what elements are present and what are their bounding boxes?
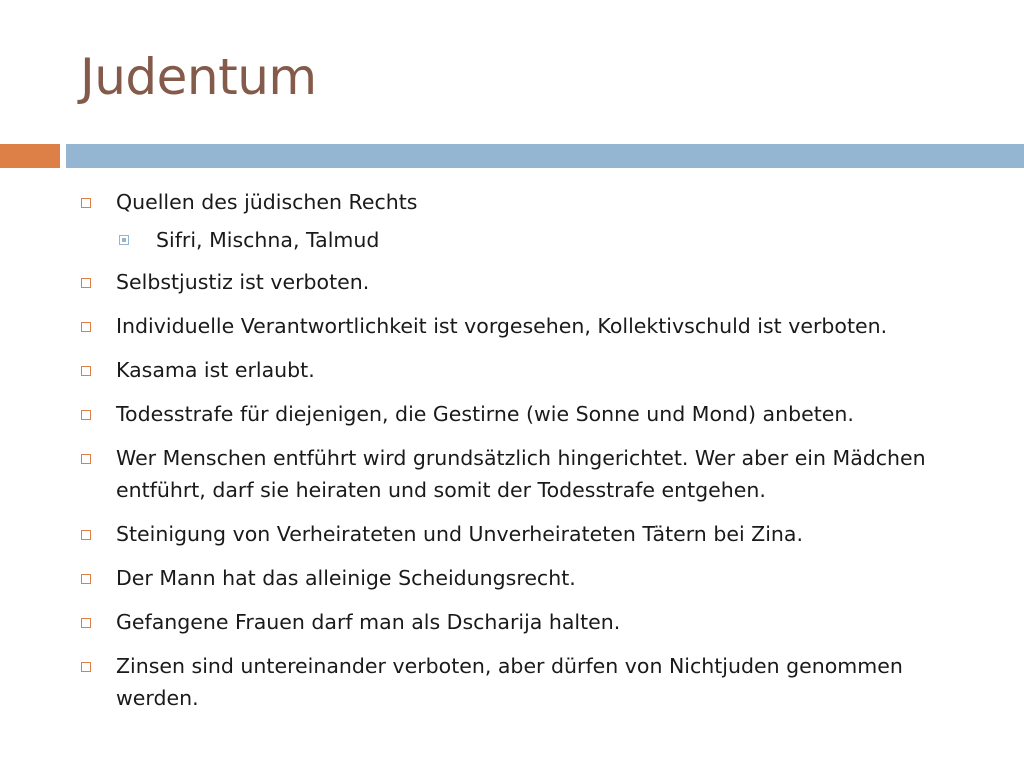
bullet-text: Gefangene Frauen darf man als Dscharija halten. <box>116 610 621 634</box>
hollow-square-bullet-icon <box>81 618 91 628</box>
hollow-square-bullet-icon <box>81 574 91 584</box>
sub-bullet-item <box>118 224 978 256</box>
accent-bar-orange <box>0 144 60 168</box>
hollow-square-bullet-icon <box>81 198 91 208</box>
hollow-square-bullet-icon <box>81 410 91 420</box>
bullet-text: Todesstrafe für diejenigen, die Gestirne (wie Sonne und Mond) anbeten. <box>116 402 854 426</box>
slide-title: Judentum <box>80 48 317 106</box>
bullet-item <box>78 442 978 506</box>
bullet-text: Kasama ist erlaubt. <box>116 358 315 382</box>
hollow-square-bullet-icon <box>81 662 91 672</box>
hollow-square-bullet-icon <box>81 530 91 540</box>
accent-bar-blue <box>66 144 1024 168</box>
bullet-item <box>78 266 978 298</box>
bullet-item <box>78 354 978 386</box>
bullet-text: Wer Menschen entführt wird grundsätzlich hingerichtet. Wer aber ein Mädchen entführt, darf sie heiraten und somit der Todesstrafe entgehen. <box>116 446 926 502</box>
bullet-list <box>78 186 978 726</box>
bullet-item <box>78 562 978 594</box>
bullet-text: Steinigung von Verheirateten und Unverheirateten Tätern bei Zina. <box>116 522 803 546</box>
bullet-item <box>78 650 978 714</box>
bullet-item <box>78 398 978 430</box>
bullet-item <box>78 518 978 550</box>
hollow-square-bullet-icon <box>81 366 91 376</box>
hollow-square-bullet-icon <box>81 454 91 464</box>
hollow-square-bullet-icon <box>81 278 91 288</box>
bullet-text: Der Mann hat das alleinige Scheidungsrecht. <box>116 566 576 590</box>
bullet-text: Individuelle Verantwortlichkeit ist vorgesehen, Kollektivschuld ist verboten. <box>116 314 888 338</box>
bullet-text: Zinsen sind untereinander verboten, aber dürfen von Nichtjuden genommen werden. <box>116 654 903 710</box>
bullet-text: Quellen des jüdischen Rechts <box>116 190 418 214</box>
filled-square-bullet-icon <box>119 235 129 245</box>
bullet-item <box>78 186 978 218</box>
hollow-square-bullet-icon <box>81 322 91 332</box>
bullet-item <box>78 310 978 342</box>
bullet-item <box>78 606 978 638</box>
bullet-text: Selbstjustiz ist verboten. <box>116 270 370 294</box>
sub-bullet-text: Sifri, Mischna, Talmud <box>156 228 380 252</box>
